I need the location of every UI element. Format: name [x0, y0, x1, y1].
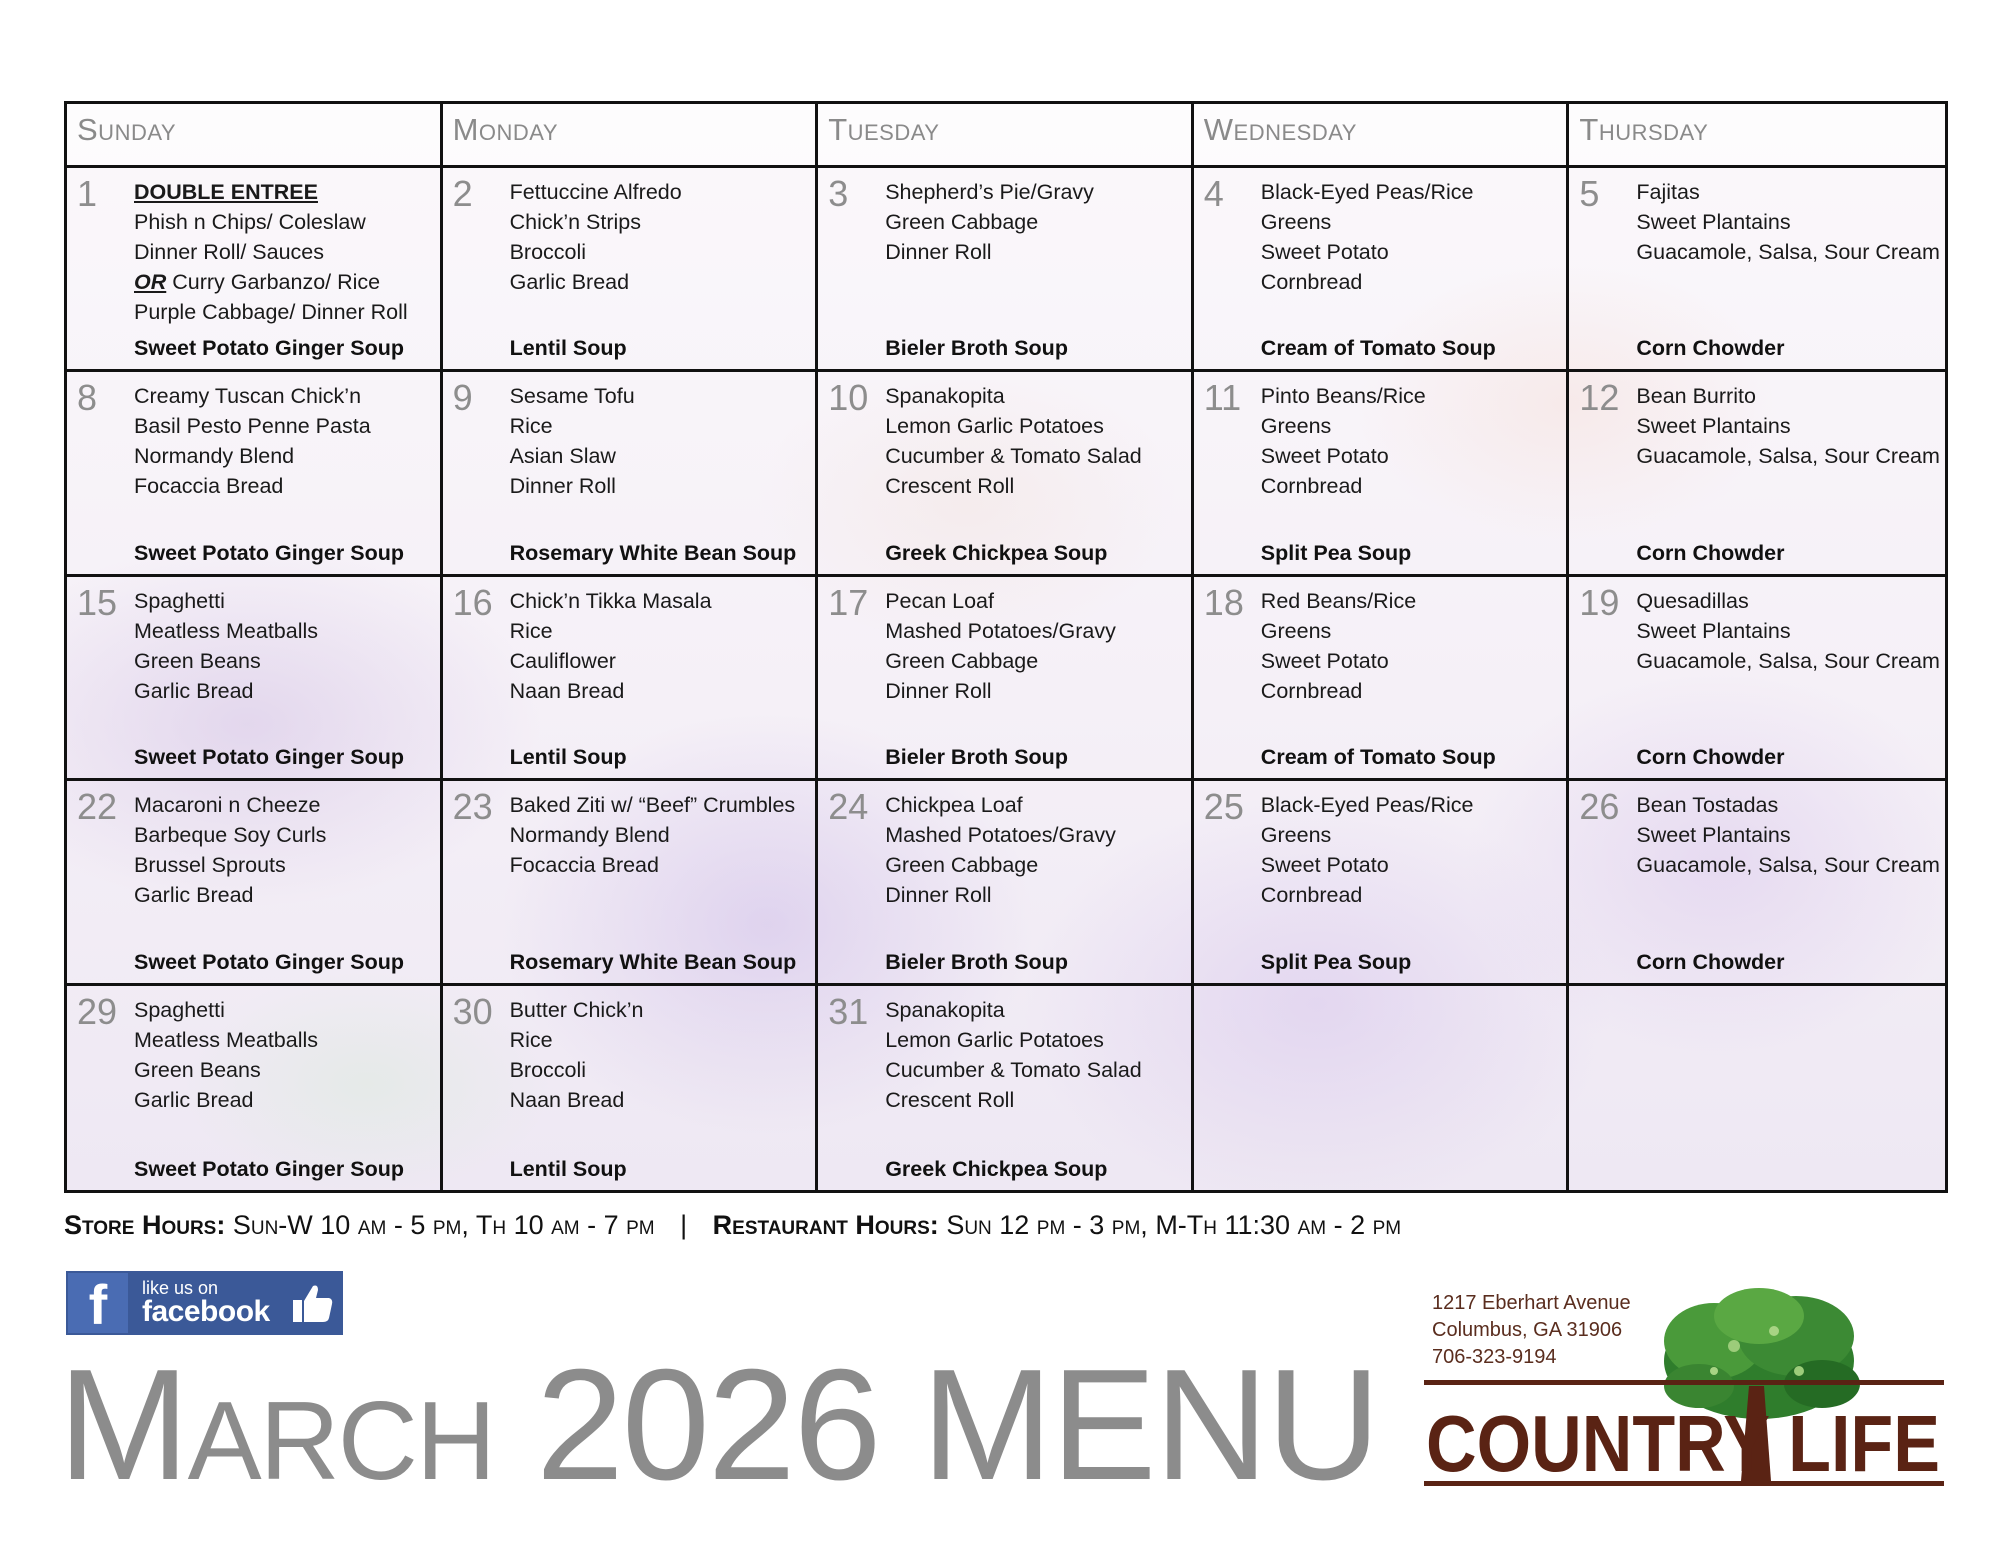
day-cell-22 — [67, 781, 443, 985]
menu-item-text: Fajitas — [1636, 180, 1700, 204]
menu-item-text: Spanakopita — [885, 384, 1005, 409]
menu-item — [885, 646, 1185, 676]
day-cell-10 — [818, 372, 1194, 576]
menu-items — [510, 381, 810, 501]
menu-item-text: Chickpea Loaf — [885, 793, 1023, 818]
menu-item-text: Green Cabbage — [885, 648, 1039, 673]
day-cell-26 — [1569, 781, 1945, 985]
menu-item-text: Guacamole, Salsa, Sour Cream — [1636, 444, 1940, 469]
menu-item — [885, 1025, 1185, 1055]
day-cell-31 — [818, 986, 1194, 1190]
menu-item-text: Curry Garbanzo/ Rice — [166, 270, 381, 294]
menu-item — [1636, 177, 1939, 207]
menu-item-text: Guacamole, Salsa, Sour Cream — [1636, 240, 1940, 264]
soup-of-day: Sweet Potato Ginger Soup — [134, 336, 404, 361]
menu-item-text: Pecan Loaf — [885, 588, 994, 613]
address-street: 1217 Eberhart Avenue — [1432, 1292, 1631, 1314]
day-number: 18 — [1203, 581, 1244, 623]
menu-item-text: Greens — [1260, 414, 1332, 439]
menu-item — [1261, 207, 1561, 237]
day-number: 12 — [1579, 377, 1620, 419]
menu-item-text: Cucumber & Tomato Salad — [885, 444, 1142, 469]
menu-item — [1261, 676, 1561, 706]
menu-item — [1636, 586, 1939, 616]
address-city: Columbus, GA 31906 — [1432, 1319, 1623, 1341]
hours-separator: | — [680, 1210, 688, 1240]
day-number: 26 — [1579, 786, 1620, 828]
menu-item — [885, 586, 1185, 616]
menu-item — [1636, 207, 1939, 237]
menu-item-text: Focaccia Bread — [509, 853, 659, 878]
hours-line — [64, 1210, 1401, 1241]
menu-item — [885, 237, 1185, 267]
facebook-icon: f — [68, 1273, 128, 1333]
menu-item — [1261, 616, 1561, 646]
menu-item-text: Purple Cabbage/ Dinner Roll — [134, 300, 408, 324]
menu-item — [510, 1025, 810, 1055]
day-cell-12 — [1569, 372, 1945, 576]
menu-item-text: Garlic Bread — [134, 678, 254, 703]
facebook-like-button[interactable] — [66, 1271, 343, 1335]
menu-item — [134, 880, 434, 910]
day-number: 5 — [1579, 173, 1600, 214]
menu-item-text: Rice — [509, 414, 553, 439]
menu-item-text: Cucumber & Tomato Salad — [885, 1057, 1142, 1082]
facebook-name: facebook — [142, 1295, 270, 1328]
day-cell-30 — [443, 986, 819, 1190]
day-cell-25 — [1194, 781, 1570, 985]
menu-item-text: Phish n Chips/ Coleslaw — [134, 210, 366, 234]
menu-item — [1636, 381, 1939, 411]
menu-item-text: Focaccia Bread — [134, 474, 284, 499]
menu-item-text: Crescent Roll — [885, 474, 1015, 499]
menu-items — [885, 381, 1185, 501]
day-header-monday: Monday — [443, 104, 819, 168]
menu-item-text: Sweet Potato — [1260, 648, 1389, 673]
menu-items — [885, 995, 1185, 1115]
day-number: 3 — [828, 173, 849, 214]
day-header-wednesday: Wednesday — [1194, 104, 1570, 168]
store-hours-value: Sun-W 10 am - 5 pm, Th 10 am - 7 pm — [232, 1210, 655, 1240]
menu-item — [134, 586, 434, 616]
menu-item — [1261, 850, 1561, 880]
menu-item-text: Quesadillas — [1636, 588, 1749, 613]
menu-item — [134, 850, 434, 880]
soup-of-day: Rosemary White Bean Soup — [509, 540, 797, 565]
menu-item-text: Sweet Potato — [1260, 853, 1389, 878]
menu-item-text: Green Cabbage — [885, 853, 1039, 878]
menu-item-text: Sweet Plantains — [1636, 414, 1791, 439]
menu-item — [1636, 820, 1939, 850]
menu-item-text: Meatless Meatballs — [134, 1027, 319, 1052]
menu-items — [1261, 177, 1561, 297]
menu-item — [134, 820, 434, 850]
menu-item-text: Normandy Blend — [134, 444, 295, 469]
menu-item — [1261, 586, 1561, 616]
menu-items — [1636, 790, 1939, 880]
day-number: 22 — [77, 786, 118, 828]
menu-item — [134, 616, 434, 646]
menu-item-text: Chick’n Tikka Masala — [509, 588, 712, 613]
menu-items — [885, 586, 1185, 706]
menu-item — [134, 1025, 434, 1055]
menu-item — [885, 616, 1185, 646]
day-cell-4 — [1194, 168, 1570, 372]
menu-item-text: Naan Bread — [509, 678, 625, 703]
day-number: 29 — [77, 990, 118, 1032]
menu-item-text: Red Beans/Rice — [1260, 588, 1417, 613]
menu-item — [510, 850, 810, 880]
day-number: 19 — [1579, 581, 1620, 623]
day-cell-19 — [1569, 577, 1945, 781]
menu-item — [885, 676, 1185, 706]
menu-item — [510, 1085, 810, 1115]
menu-item — [1636, 616, 1939, 646]
menu-item-text: Greens — [1260, 618, 1332, 643]
menu-items — [1636, 177, 1939, 267]
menu-item — [134, 1085, 434, 1115]
day-number: 25 — [1203, 786, 1244, 828]
day-number: 8 — [77, 377, 98, 419]
menu-item — [510, 646, 810, 676]
menu-item — [134, 1055, 434, 1085]
menu-item-text: Brussel Sprouts — [134, 853, 286, 878]
soup-of-day: Sweet Potato Ginger Soup — [134, 540, 404, 565]
day-number: 17 — [828, 581, 869, 623]
menu-item-text: Crescent Roll — [885, 1087, 1015, 1112]
thumbs-up-icon — [289, 1280, 335, 1326]
menu-item-text: Bean Burrito — [1636, 384, 1756, 409]
menu-item — [1636, 237, 1939, 267]
menu-item — [1261, 267, 1561, 297]
menu-item — [1261, 411, 1561, 441]
menu-item — [134, 676, 434, 706]
page-title: March 2026 MENU — [58, 1337, 1379, 1513]
menu-item — [510, 616, 810, 646]
menu-item-text: Sweet Plantains — [1636, 823, 1791, 848]
menu-item — [1261, 471, 1561, 501]
menu-item-text: Spaghetti — [134, 997, 225, 1022]
menu-item — [134, 995, 434, 1025]
menu-item — [885, 471, 1185, 501]
menu-item — [134, 411, 434, 441]
soup-of-day: Split Pea Soup — [1260, 949, 1412, 974]
menu-item — [510, 381, 810, 411]
day-cell-23 — [443, 781, 819, 985]
day-number: 2 — [452, 173, 473, 214]
menu-item — [885, 1055, 1185, 1085]
menu-item-text: Rice — [509, 618, 553, 643]
menu-item-text: Garlic Bread — [134, 1087, 254, 1112]
menu-item-text: Lemon Garlic Potatoes — [885, 1027, 1104, 1052]
menu-item-text: Basil Pesto Penne Pasta — [134, 414, 371, 439]
menu-item — [885, 790, 1185, 820]
menu-item — [510, 177, 810, 207]
day-cell-17 — [818, 577, 1194, 781]
menu-item — [134, 646, 434, 676]
menu-item — [885, 1085, 1185, 1115]
day-cell-24 — [818, 781, 1194, 985]
day-number: 11 — [1203, 377, 1242, 419]
day-number: 16 — [452, 581, 493, 623]
soup-of-day: Corn Chowder — [1636, 745, 1785, 770]
day-cell-3 — [818, 168, 1194, 372]
menu-item — [134, 237, 434, 267]
store-hours-label: Store Hours: — [64, 1210, 226, 1240]
menu-item — [134, 207, 434, 237]
soup-of-day: Lentil Soup — [509, 1156, 627, 1181]
menu-item-text: Green Beans — [134, 648, 261, 673]
menu-item-text: Sweet Potato — [1260, 240, 1389, 264]
soup-of-day: Greek Chickpea Soup — [885, 1156, 1108, 1181]
menu-items — [510, 177, 810, 297]
menu-item-text: Sweet Plantains — [1636, 618, 1791, 643]
menu-item — [510, 267, 810, 297]
menu-items — [885, 177, 1185, 267]
day-cell-29 — [67, 986, 443, 1190]
menu-item-text: Macaroni n Cheeze — [134, 793, 321, 818]
country-life-logo — [1424, 1276, 1944, 1496]
menu-item — [885, 995, 1185, 1025]
menu-item-text: Baked Ziti w/ “Beef” Crumbles — [509, 793, 796, 818]
day-number: 9 — [452, 377, 473, 419]
menu-item-text: Cornbread — [1260, 474, 1363, 499]
day-number: 15 — [77, 581, 118, 623]
menu-item-text: Guacamole, Salsa, Sour Cream — [1636, 853, 1940, 878]
day-cell-16 — [443, 577, 819, 781]
menu-item-text: Mashed Potatoes/Gravy — [885, 618, 1116, 643]
facebook-like-text: like us on — [142, 1278, 219, 1298]
menu-item-text: Chick’n Strips — [509, 210, 642, 234]
menu-item-text: Pinto Beans/Rice — [1260, 384, 1426, 409]
menu-item — [885, 207, 1185, 237]
menu-items — [134, 177, 434, 327]
menu-item-text: Sweet Plantains — [1636, 210, 1791, 234]
or-label: OR — [134, 270, 167, 294]
menu-items — [134, 995, 434, 1115]
menu-items — [510, 790, 810, 880]
day-number: 23 — [452, 786, 493, 828]
menu-item — [510, 790, 810, 820]
day-cell-9 — [443, 372, 819, 576]
menu-item — [1261, 790, 1561, 820]
soup-of-day: Corn Chowder — [1636, 540, 1785, 565]
day-cell-5 — [1569, 168, 1945, 372]
menu-item-text: Dinner Roll — [885, 883, 992, 908]
day-cell-8 — [67, 372, 443, 576]
day-cell-15 — [67, 577, 443, 781]
menu-item-text: Rice — [509, 1027, 553, 1052]
day-cell-empty — [1569, 986, 1945, 1190]
menu-item — [510, 1055, 810, 1085]
menu-item — [1636, 411, 1939, 441]
menu-item-text: Cauliflower — [509, 648, 616, 673]
soup-of-day: Bieler Broth Soup — [885, 336, 1068, 361]
day-number: 1 — [77, 173, 98, 214]
soup-of-day: Corn Chowder — [1636, 949, 1785, 974]
double-entree-label: DOUBLE ENTREE — [134, 180, 318, 204]
menu-item-text: Black-Eyed Peas/Rice — [1260, 180, 1474, 204]
menu-item — [134, 441, 434, 471]
menu-item — [885, 381, 1185, 411]
menu-items — [134, 790, 434, 910]
menu-items — [134, 586, 434, 706]
menu-item-text: Shepherd’s Pie/Gravy — [885, 180, 1094, 204]
menu-item-text: Dinner Roll — [885, 678, 992, 703]
menu-item-text: Greens — [1260, 823, 1332, 848]
soup-of-day: Corn Chowder — [1636, 336, 1785, 361]
day-header-tuesday: Tuesday — [818, 104, 1194, 168]
menu-item-text: Cornbread — [1260, 678, 1363, 703]
menu-item-text: Cornbread — [1260, 883, 1363, 908]
menu-item — [510, 441, 810, 471]
menu-item — [134, 177, 434, 207]
menu-item-text: Bean Tostadas — [1636, 793, 1779, 818]
soup-of-day: Split Pea Soup — [1260, 540, 1412, 565]
menu-item — [134, 381, 434, 411]
menu-item — [885, 411, 1185, 441]
menu-item-text: Mashed Potatoes/Gravy — [885, 823, 1116, 848]
menu-item-text: Sesame Tofu — [509, 384, 635, 409]
menu-item — [510, 237, 810, 267]
menu-item — [510, 676, 810, 706]
day-cell-11 — [1194, 372, 1570, 576]
day-cell-2 — [443, 168, 819, 372]
menu-items — [1636, 381, 1939, 471]
restaurant-hours-value: Sun 12 pm - 3 pm, M-Th 11:30 am - 2 pm — [946, 1210, 1402, 1240]
menu-item — [1261, 381, 1561, 411]
day-number: 31 — [828, 990, 869, 1032]
menu-items — [1261, 790, 1561, 910]
menu-item-text: Creamy Tuscan Chick’n — [134, 384, 362, 409]
soup-of-day: Cream of Tomato Soup — [1260, 336, 1496, 361]
menu-item — [1636, 646, 1939, 676]
soup-of-day: Bieler Broth Soup — [885, 745, 1068, 770]
menu-item-text: Garlic Bread — [509, 270, 630, 294]
menu-item-text: Sweet Potato — [1260, 444, 1389, 469]
day-header-sunday: Sunday — [67, 104, 443, 168]
menu-item — [510, 820, 810, 850]
address-phone: 706-323-9194 — [1432, 1346, 1557, 1368]
menu-item — [885, 177, 1185, 207]
menu-item — [1261, 820, 1561, 850]
menu-item-text: Normandy Blend — [509, 823, 670, 848]
menu-item-text: Broccoli — [509, 240, 587, 264]
menu-item — [885, 820, 1185, 850]
menu-item-text: Dinner Roll — [885, 240, 992, 264]
day-number: 10 — [828, 377, 869, 419]
menu-item — [510, 995, 810, 1025]
menu-item-text: Broccoli — [509, 1057, 587, 1082]
menu-item-text: Asian Slaw — [509, 444, 616, 469]
menu-item — [134, 471, 434, 501]
menu-item-text: Meatless Meatballs — [134, 618, 319, 643]
menu-item — [1261, 177, 1561, 207]
menu-item — [1261, 441, 1561, 471]
day-header-thursday: Thursday — [1569, 104, 1945, 168]
menu-item-text: Black-Eyed Peas/Rice — [1260, 793, 1474, 818]
logo-text: COUNTRY LIFE — [1426, 1399, 1940, 1488]
menu-item — [1261, 880, 1561, 910]
menu-item-text: Lemon Garlic Potatoes — [885, 414, 1104, 439]
menu-item-text: Fettuccine Alfredo — [509, 180, 682, 204]
menu-items — [1261, 586, 1561, 706]
soup-of-day: Sweet Potato Ginger Soup — [134, 949, 404, 974]
soup-of-day: Greek Chickpea Soup — [885, 540, 1108, 565]
menu-item — [510, 207, 810, 237]
menu-item-text: Garlic Bread — [134, 883, 254, 908]
menu-item-text: Guacamole, Salsa, Sour Cream — [1636, 648, 1940, 673]
menu-item — [1636, 790, 1939, 820]
menu-item — [1261, 237, 1561, 267]
menu-item-text: Naan Bread — [509, 1087, 625, 1112]
menu-item-text: Cornbread — [1260, 270, 1363, 294]
menu-item-text: Greens — [1260, 210, 1332, 234]
restaurant-hours-label: Restaurant Hours: — [712, 1210, 939, 1240]
menu-item-text: Spanakopita — [885, 997, 1005, 1022]
menu-item-text: Butter Chick’n — [509, 997, 644, 1022]
soup-of-day: Lentil Soup — [509, 336, 627, 361]
day-number: 24 — [828, 786, 869, 828]
soup-of-day: Sweet Potato Ginger Soup — [134, 1156, 404, 1181]
menu-item — [1636, 850, 1939, 880]
menu-item — [1261, 646, 1561, 676]
menu-items — [885, 790, 1185, 910]
soup-of-day: Sweet Potato Ginger Soup — [134, 745, 404, 770]
menu-item-text: Dinner Roll — [509, 474, 616, 499]
soup-of-day: Cream of Tomato Soup — [1260, 745, 1496, 770]
menu-items — [134, 381, 434, 501]
menu-item — [885, 850, 1185, 880]
day-number: 4 — [1203, 173, 1224, 214]
menu-calendar — [64, 101, 1948, 1193]
menu-item-text: Dinner Roll/ Sauces — [134, 240, 325, 264]
menu-item — [510, 586, 810, 616]
menu-items — [1261, 381, 1561, 501]
menu-item — [885, 441, 1185, 471]
menu-item — [510, 411, 810, 441]
soup-of-day: Bieler Broth Soup — [885, 949, 1068, 974]
menu-item-text: Barbeque Soy Curls — [134, 823, 327, 848]
menu-item — [134, 267, 434, 297]
menu-item-text: Green Cabbage — [885, 210, 1039, 234]
menu-item — [510, 471, 810, 501]
menu-item — [134, 297, 434, 327]
soup-of-day: Lentil Soup — [509, 745, 627, 770]
menu-item — [885, 880, 1185, 910]
day-cell-empty — [1194, 986, 1570, 1190]
menu-item — [1636, 441, 1939, 471]
soup-of-day: Rosemary White Bean Soup — [509, 949, 797, 974]
menu-item-text: Spaghetti — [134, 588, 225, 613]
menu-items — [510, 586, 810, 706]
day-number: 30 — [452, 990, 493, 1032]
day-cell-18 — [1194, 577, 1570, 781]
menu-item-text: Green Beans — [134, 1057, 261, 1082]
menu-item — [134, 790, 434, 820]
menu-items — [510, 995, 810, 1115]
menu-items — [1636, 586, 1939, 676]
day-cell-1 — [67, 168, 443, 372]
